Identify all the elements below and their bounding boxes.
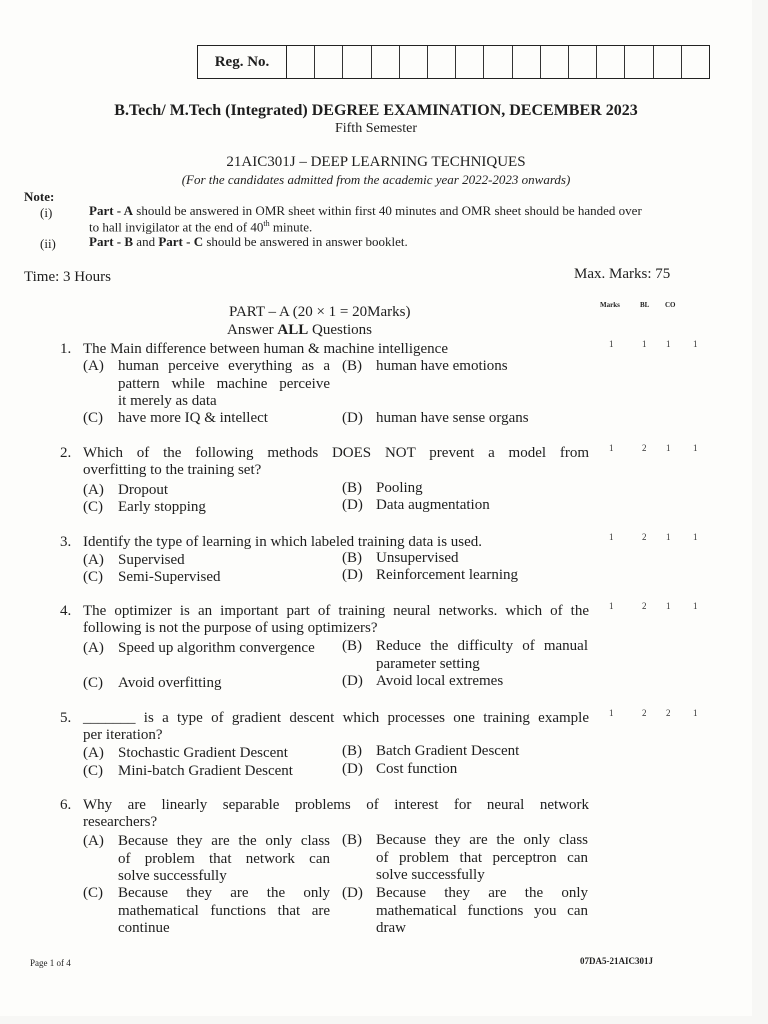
option-text: Avoid overfitting [118, 675, 222, 691]
reg-cell [428, 46, 456, 78]
note-text: should be answered in answer booklet. [203, 234, 408, 249]
instr-bold: ALL [277, 322, 309, 338]
option-label: (A) [83, 833, 104, 849]
marks-value: 1 [609, 532, 614, 542]
question-number: 6. [60, 797, 72, 813]
option-text: Because they are the only class [376, 832, 588, 848]
reg-cell [372, 46, 400, 78]
option-label: (B) [342, 832, 362, 848]
question-text: researchers? [83, 814, 158, 830]
reg-cell [682, 46, 709, 78]
option-text: have more IQ & intellect [118, 410, 268, 426]
question-text: Why are linearly separable problems of interest for neural network [83, 797, 589, 813]
option-label: (C) [83, 885, 103, 901]
question-text: Identify the type of learning in which labeled training data is used. [83, 534, 483, 550]
option-label: (A) [83, 358, 104, 374]
marks-value: 1 [666, 532, 671, 542]
option-text: Because they are the only [118, 885, 330, 901]
reg-cell [654, 46, 682, 78]
question-number: 1. [60, 341, 72, 357]
option-text: Reinforcement learning [376, 567, 519, 583]
marks-value: 1 [642, 339, 647, 349]
marks-value: 2 [642, 532, 647, 542]
option-text: human have sense organs [376, 410, 529, 426]
note-label: Note: [24, 189, 55, 204]
marks-value: 1 [609, 708, 614, 718]
option-text: of problem that network can [118, 850, 330, 867]
question-number: 4. [60, 603, 72, 619]
option-label: (D) [342, 410, 363, 426]
option-text: Mini-batch Gradient Descent [118, 763, 293, 779]
course-title: 21AIC301J – DEEP LEARNING TECHNIQUES [226, 154, 526, 170]
option-text: Batch Gradient Descent [376, 743, 520, 759]
option-label: (A) [83, 640, 104, 656]
option-label: (D) [342, 885, 363, 901]
option-text: of problem that perceptron can [376, 849, 588, 866]
option-text: Supervised [118, 552, 185, 568]
option-label: (D) [342, 673, 363, 689]
option-text: Pooling [376, 480, 423, 496]
reg-cell [597, 46, 625, 78]
marks-value: 1 [609, 443, 614, 453]
note-bold: Part - C [158, 234, 204, 249]
question-text: per iteration? [83, 727, 163, 743]
marks-value: 1 [693, 532, 698, 542]
option-text: continue [118, 920, 170, 936]
option-text: Dropout [118, 482, 168, 498]
marks-value: 1 [693, 601, 698, 611]
option-label: (C) [83, 569, 103, 585]
col-header-co: CO [665, 301, 676, 309]
question-text: following is not the purpose of using optimizers? [83, 620, 378, 636]
option-text: human have emotions [376, 358, 508, 374]
option-text: solve successfully [376, 867, 485, 883]
option-text: Avoid local extremes [376, 673, 504, 689]
col-header-marks: Marks [600, 301, 620, 309]
note-text: should be answered in OMR sheet within first 40 minutes and OMR sheet should be handed over [133, 203, 642, 218]
admission-note: (For the candidates admitted from the academic year 2022-2023 onwards) [181, 172, 571, 187]
option-label: (C) [83, 763, 103, 779]
marks-value: 2 [642, 708, 647, 718]
semester: Fifth Semester [334, 121, 418, 136]
instr-post: Questions [308, 322, 372, 338]
option-text: Cost function [376, 761, 458, 777]
note-bold: Part - B [89, 234, 134, 249]
question-number: 3. [60, 534, 72, 550]
option-text: Reduce the difficulty of manual [376, 638, 588, 654]
option-text: parameter setting [376, 655, 480, 672]
reg-cell [315, 46, 343, 78]
option-text: Unsupervised [376, 550, 459, 566]
marks-value: 1 [693, 443, 698, 453]
note-item [89, 234, 408, 250]
option-text: draw [376, 920, 406, 936]
option-text: Because they are the only class [118, 833, 330, 849]
note-text: and [133, 234, 159, 249]
option-label: (D) [342, 761, 363, 777]
marks-value: 1 [666, 443, 671, 453]
max-marks: Max. Marks: 75 [574, 266, 671, 282]
option-text: mathematical functions you can [376, 902, 588, 919]
part-instruction [227, 322, 372, 339]
option-text: solve successfully [118, 868, 227, 884]
option-text: mathematical functions that are [118, 902, 330, 919]
reg-no-label: Reg. No. [198, 46, 287, 78]
question-text: Which of the following methods DOES NOT prevent a model from [83, 445, 589, 461]
option-text: pattern while machine perceive [118, 375, 330, 392]
option-label: (C) [83, 410, 103, 426]
note-cont: to hall invigilator at the end of 40th minute. [89, 219, 313, 235]
question-text: overfitting to the training set? [83, 462, 262, 478]
option-label: (C) [83, 675, 103, 691]
marks-value: 1 [666, 601, 671, 611]
option-label: (B) [342, 358, 362, 374]
option-label: (C) [83, 499, 103, 515]
page-number: Page 1 of 4 [30, 958, 71, 968]
option-text: Stochastic Gradient Descent [118, 745, 288, 761]
question-text: The optimizer is an important part of training neural networks. which of the [83, 603, 589, 619]
exam-title: B.Tech/ M.Tech (Integrated) DEGREE EXAMINATION, DECEMBER 2023 [114, 102, 638, 119]
option-text: Speed up algorithm convergence [118, 640, 315, 656]
question-text: _______ is a type of gradient descent which processes one training example [83, 710, 589, 726]
note-item [89, 203, 642, 219]
marks-value: 1 [609, 601, 614, 611]
option-label: (B) [342, 743, 362, 759]
paper-code: 07DA5-21AIC301J [580, 956, 653, 966]
note-bold: Part - A [89, 203, 134, 218]
reg-cell [569, 46, 597, 78]
reg-cell [456, 46, 484, 78]
option-text: Early stopping [118, 499, 206, 515]
reg-cell [541, 46, 569, 78]
option-label: (B) [342, 550, 362, 566]
reg-cell [513, 46, 541, 78]
reg-cell [287, 46, 315, 78]
marks-value: 2 [642, 601, 647, 611]
option-label: (B) [342, 480, 362, 496]
question-text: The Main difference between human & machine intelligence [83, 341, 448, 357]
marks-value: 1 [693, 339, 698, 349]
option-label: (A) [83, 552, 104, 568]
reg-cell [343, 46, 371, 78]
option-label: (D) [342, 497, 363, 513]
reg-no-box [197, 45, 710, 79]
time-allowed: Time: 3 Hours [24, 269, 111, 285]
option-text: it merely as data [118, 393, 217, 409]
marks-value: 2 [666, 708, 671, 718]
option-text: Semi-Supervised [118, 569, 221, 585]
option-text: Data augmentation [376, 497, 490, 513]
instr-pre: Answer [227, 322, 278, 338]
option-label: (D) [342, 567, 363, 583]
option-label: (A) [83, 482, 104, 498]
marks-value: 1 [693, 708, 698, 718]
option-text: Because they are the only [376, 885, 588, 901]
part-title: PART – A (20 × 1 = 20Marks) [229, 304, 411, 320]
reg-cell [400, 46, 428, 78]
reg-cell [625, 46, 653, 78]
question-number: 2. [60, 445, 72, 461]
reg-cell [484, 46, 512, 78]
question-number: 5. [60, 710, 72, 726]
col-header-bl: BL [640, 301, 650, 309]
note-num: (ii) [40, 236, 56, 251]
note-num: (i) [40, 205, 53, 220]
option-label: (A) [83, 745, 104, 761]
marks-value: 1 [609, 339, 614, 349]
marks-value: 1 [666, 339, 671, 349]
option-text: human perceive everything as a [118, 358, 330, 374]
marks-value: 2 [642, 443, 647, 453]
option-label: (B) [342, 638, 362, 654]
